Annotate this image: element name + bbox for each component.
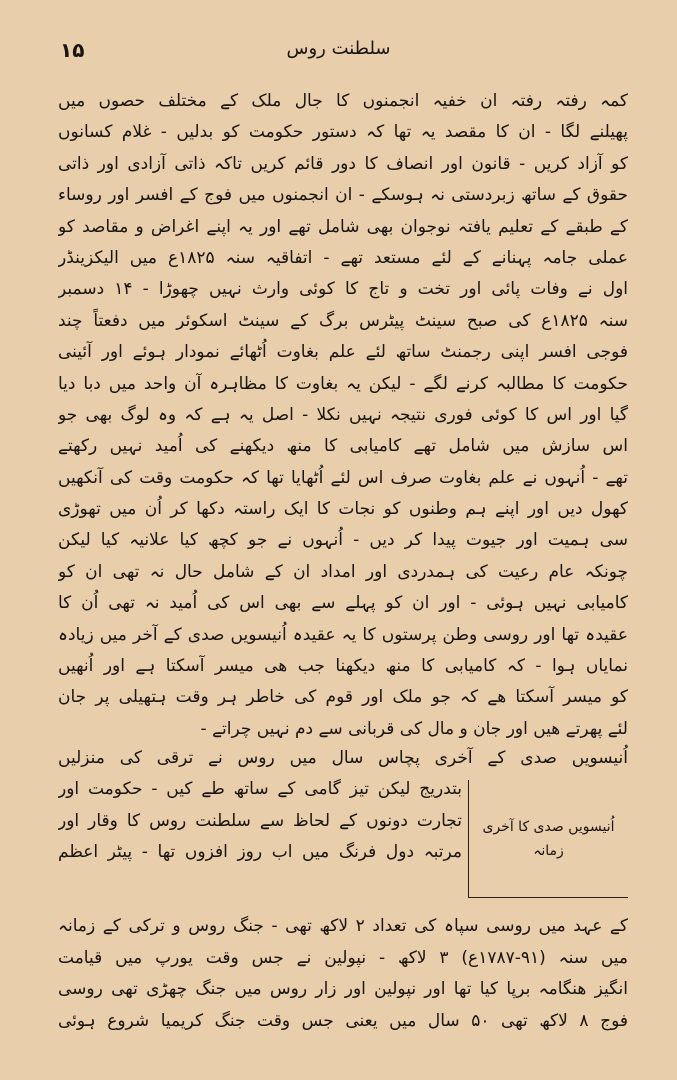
page-number: ۱۵: [60, 38, 85, 62]
side-note-line: زمانہ: [533, 842, 564, 859]
text-line: بتدریج لیکن تیز گامی کے ساتھ طے کیں - حکومت اور: [58, 779, 462, 800]
text-line: کامیابی نہیں ہوئی - اور ان کو پہلے سے بھی اس کی اُمید نہ تھی اُن کا: [58, 593, 628, 614]
margin-side-note: [468, 780, 628, 898]
text-line: فوج ۸ لاکھ تھی ۵۰ سال میں یعنی جس وقت جنگ کریمیا شروع ہوئی: [58, 1010, 628, 1031]
text-line: مرتبہ دول فرنگ میں اب روز افزوں تھا - پیٹر اعظم: [58, 842, 462, 863]
text-line: کے طبقے کے تعلیم یافتہ نوجوان بھی شامل تھے اور یہ اپنے اغراض و مقاصد کو: [58, 216, 628, 237]
text-line: اُنیسویں صدی کے آخری پچاس سال میں روس نے ترقی کی منزلیں: [58, 748, 628, 768]
text-line: کمہ رفتہ رفتہ ان خفیہ انجمنوں کا جال ملک کے مختلف حصوں میں: [58, 91, 628, 111]
text-line: سی ہمیت اور جیوت پیدا کر دیں - اُنہوں نے جو کچھ کیا علانیہ کیا لیکن: [58, 530, 628, 551]
text-line: کے عہد میں روسی سپاہ کی تعداد ۲ لاکھ تھی - جنگ روس و ترکی کے زمانہ: [58, 916, 628, 937]
text-line: نمایاں ہوا - کہ کامیابی کا منھ دیکھنا جب ھی میسر آسکتا ہے اور اُنھیں: [58, 656, 628, 677]
text-line: گیا اور اس کا کوئی فوری نتیجہ نہیں نکلا - اصل یہ ہے کہ وہ لوگ بھی جو: [58, 404, 628, 425]
text-line: چونکہ عام رعیت کی ہمدردی اور امداد ان کے شامل حال نہ تھی ان کو: [58, 561, 628, 582]
text-line: اس سازش میں شامل تھے کامیابی کا منھ دیکھنے کی اُمید نہیں رکھتے: [58, 436, 628, 457]
text-line: عقیدہ تھا اور روسی وطن پرستوں کا یہ عقیدہ اُنیسویں صدی کے آخر میں زیادہ: [58, 624, 628, 645]
paragraph-2: [58, 743, 628, 1037]
text-line: حکومت کا مطالبہ کرنے لگے - لیکن یہ بغاوت کا مظاہرہ آن واحد میں دبا دیا: [58, 373, 628, 394]
text-line: کو میسر آسکتا ھے کہ جو ملک اور قوم کی خاطر ہر وقت ہتھیلی پر جان: [58, 687, 628, 708]
text-line: تھے - اُنہوں نے علم بغاوت صرف اس لئے اُٹھایا تھا کہ حکومت وقت کی آنکھیں: [58, 467, 628, 488]
paragraph-2-continuation: [58, 911, 628, 1037]
inset-text: [58, 774, 462, 868]
text-line: انگیز ھنگامہ برپا کیا تھا اور نپولین اور زار روس میں جنگ چھڑی تھی روسی: [58, 979, 628, 1000]
side-note-line: اُنیسویں صدی کا آخری: [482, 818, 615, 835]
paragraph-1: [58, 86, 628, 745]
running-title: سلطنت روس: [286, 38, 391, 59]
text-line: پھیلنے لگا - ان کا مقصد یہ تھا کہ دستور حکومت کو بدلیں - غلام کسانوں: [58, 122, 628, 143]
text-line: اول نے وفات پائی اور تخت و تاج کا کوئی وارث نہیں چھوڑا - ۱۴ دسمبر: [58, 279, 628, 300]
text-line: عملی جامہ پہنانے کے لئے مستعد تھے - اتفاقیہ سنہ ۱۸۲۵ع میں الیکزینڈر: [58, 247, 628, 268]
text-line: فوجی افسر اپنی رجمنٹ ساتھ لئے علم بغاوت اُٹھائے نمودار ہوئے اور آئینی: [58, 342, 628, 363]
inset-block: [58, 774, 628, 911]
text-line: سنہ ۱۸۲۵ع کی صبح سینٹ پیٹرس برگ کے سینٹ اسکوئر میں دفعتاً چند: [58, 310, 628, 331]
text-line: تجارت دونوں کے لحاظ سے سلطنت روس کا وقار اور: [58, 810, 462, 831]
text-line: کو آزاد کریں - قانون اور انصاف کا دور قائم کریں تاکہ ذاتی آزادی اور ذاتی: [58, 153, 628, 174]
text-line: میں سنہ (۹۱-۱۷۸۷ع) ۳ لاکھ - نپولین نے جس وقت یورپ میں قیامت: [58, 947, 628, 968]
text-line: کھول دیں اور اپنے ہم وطنوں کو نجات کا ایک راستہ دکھا کر اُن میں تھوڑی: [58, 499, 628, 520]
text-line: حقوق کے ساتھ زبردستی نہ ہوسکے - ان انجمنوں میں فوج کے افسر اور روساء: [58, 185, 628, 206]
text-line: لئے پھرتے ھیں اور جان و مال کی قربانی سے دم نہیں چراتے -: [200, 718, 628, 739]
